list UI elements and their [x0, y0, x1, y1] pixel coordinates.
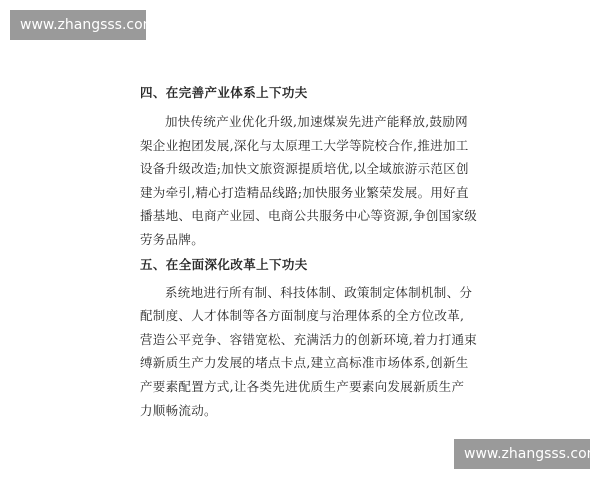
paragraph-line: 设备升级改造;加快文旅资源提质培优,以全域旅游示范区创 — [140, 161, 469, 177]
watermark-bottom: www.zhangsss.com — [454, 439, 590, 469]
paragraph-line: 加快传统产业优化升级,加速煤炭先进产能释放,鼓励网 — [165, 114, 468, 129]
paragraph-line: 营造公平竞争、容错宽松、充满活力的创新环境,着力打通束 — [140, 331, 478, 347]
document-body — [140, 80, 476, 422]
paragraph-line: 播基地、电商产业园、电商公共服务中心等资源,争创国家级 — [140, 208, 478, 224]
paragraph-line: 建为牵引,精心打造精品线路;加快服务业繁荣发展。用好直 — [140, 184, 469, 200]
paragraph-line: 架企业抱团发展,深化与太原理工大学等院校合作,推进加工 — [140, 137, 469, 153]
paragraph-line: 配制度、人才体制等各方面制度与治理体系的全方位改革, — [140, 308, 465, 324]
paragraph-line: 力顺畅流动。 — [140, 402, 217, 418]
paragraph-line: 劳务品牌。 — [140, 231, 205, 247]
paragraph-line: 产要素配置方式,让各类先进优质生产要素向发展新质生产 — [140, 378, 465, 394]
section-heading: 四、在完善产业体系上下功夫 — [140, 85, 308, 100]
watermark-top: www.zhangsss.com — [10, 10, 146, 40]
section-heading: 五、在全面深化改革上下功夫 — [140, 256, 308, 272]
paragraph-line: 缚新质生产力发展的堵点卡点,建立高标准市场体系,创新生 — [140, 355, 469, 371]
paragraph-line: 系统地进行所有制、科技体制、政策制定体制机制、分 — [165, 284, 473, 300]
